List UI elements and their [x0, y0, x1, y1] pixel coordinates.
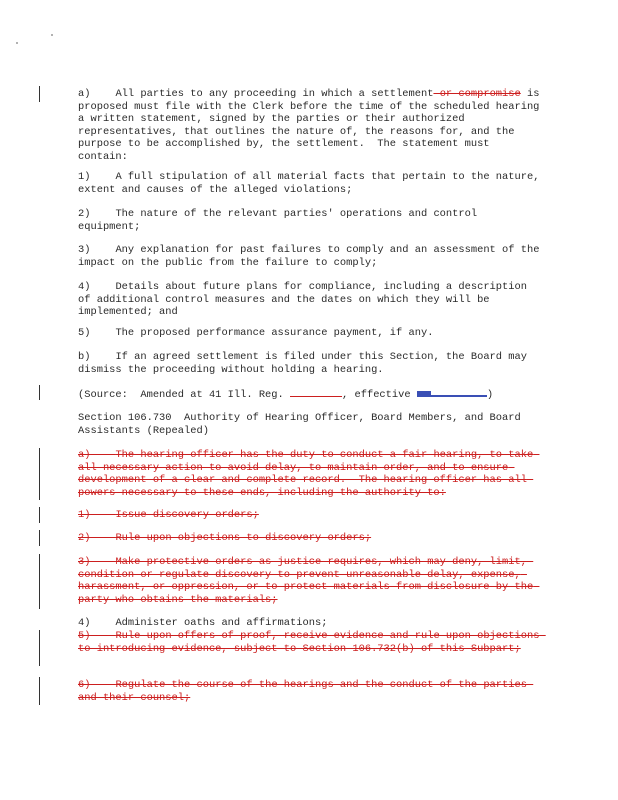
- change-bar: [39, 630, 40, 666]
- repealed-item-5: 5) Rule upon offers of proof, receive evidence and rule upon objections to introducing evidence, subject to Section 106.732(b) of this Subpart;: [78, 630, 546, 655]
- effective-date-blank: [417, 387, 487, 397]
- subsection-a: a) All parties to any proceeding in which a settlement or compromise is proposed must file with the Clerk before the time of the scheduled hearing a written statement, signed by the parties or their authorized representatives, that outlines the nature of, the reasons for, and the purpose to be accomplished by, the settlement. The statement must contain:: [78, 88, 546, 163]
- change-bar: [39, 448, 40, 500]
- scan-artifact: [51, 34, 53, 36]
- change-bar: [39, 86, 40, 102]
- change-bar: [39, 385, 40, 400]
- repealed-item-1: 1) Issue discovery orders;: [78, 509, 259, 521]
- scan-artifact: [16, 42, 18, 44]
- register-blank: [290, 387, 342, 397]
- repealed-item-4: 4) Administer oaths and affirmations;: [78, 617, 328, 629]
- subsection-b: b) If an agreed settlement is filed under this Section, the Board may dismiss the proceeding without holding a hearing.: [78, 351, 534, 376]
- change-bar: [39, 530, 40, 546]
- item-2: 2) The nature of the relevant parties' operations and control equipment;: [78, 208, 484, 233]
- source-note: (Source: Amended at 41 Ill. Reg. , effective ): [78, 389, 494, 401]
- change-bar: [39, 677, 40, 705]
- change-bar: [39, 507, 40, 523]
- change-bar: [39, 554, 40, 609]
- item-1: 1) A full stipulation of all material facts that pertain to the nature, extent and causes of the alleged violations;: [78, 171, 546, 196]
- item-4: 4) Details about future plans for compliance, including a description of additional control measures and the dates on which they will be implemented; and: [78, 281, 534, 319]
- repealed-subsection-a: a) The hearing officer has the duty to conduct a fair hearing, to take all necessary action to avoid delay, to maintain order, and to ensure development of a clear and complete record. The hearing officer has all powers necessary to these ends, including the authority to:: [78, 449, 540, 499]
- section-heading: Section 106.730 Authority of Hearing Officer, Board Members, and Board Assistants (Repealed): [78, 412, 527, 437]
- repealed-item-6: 6) Regulate the course of the hearings and the conduct of the parties and their counsel;: [78, 679, 534, 704]
- repealed-item-3: 3) Make protective orders as justice requires, which may deny, limit, condition or regulate discovery to prevent unreasonable delay, expense, harassment, or oppression, or to protect materials from disclosure by the party who obtains the materials;: [78, 556, 540, 606]
- item-3: 3) Any explanation for past failures to comply and an assessment of the impact on the public from the failure to comply;: [78, 244, 546, 269]
- item-5: 5) The proposed performance assurance payment, if any.: [78, 327, 434, 339]
- repealed-item-2: 2) Rule upon objections to discovery orders;: [78, 532, 372, 544]
